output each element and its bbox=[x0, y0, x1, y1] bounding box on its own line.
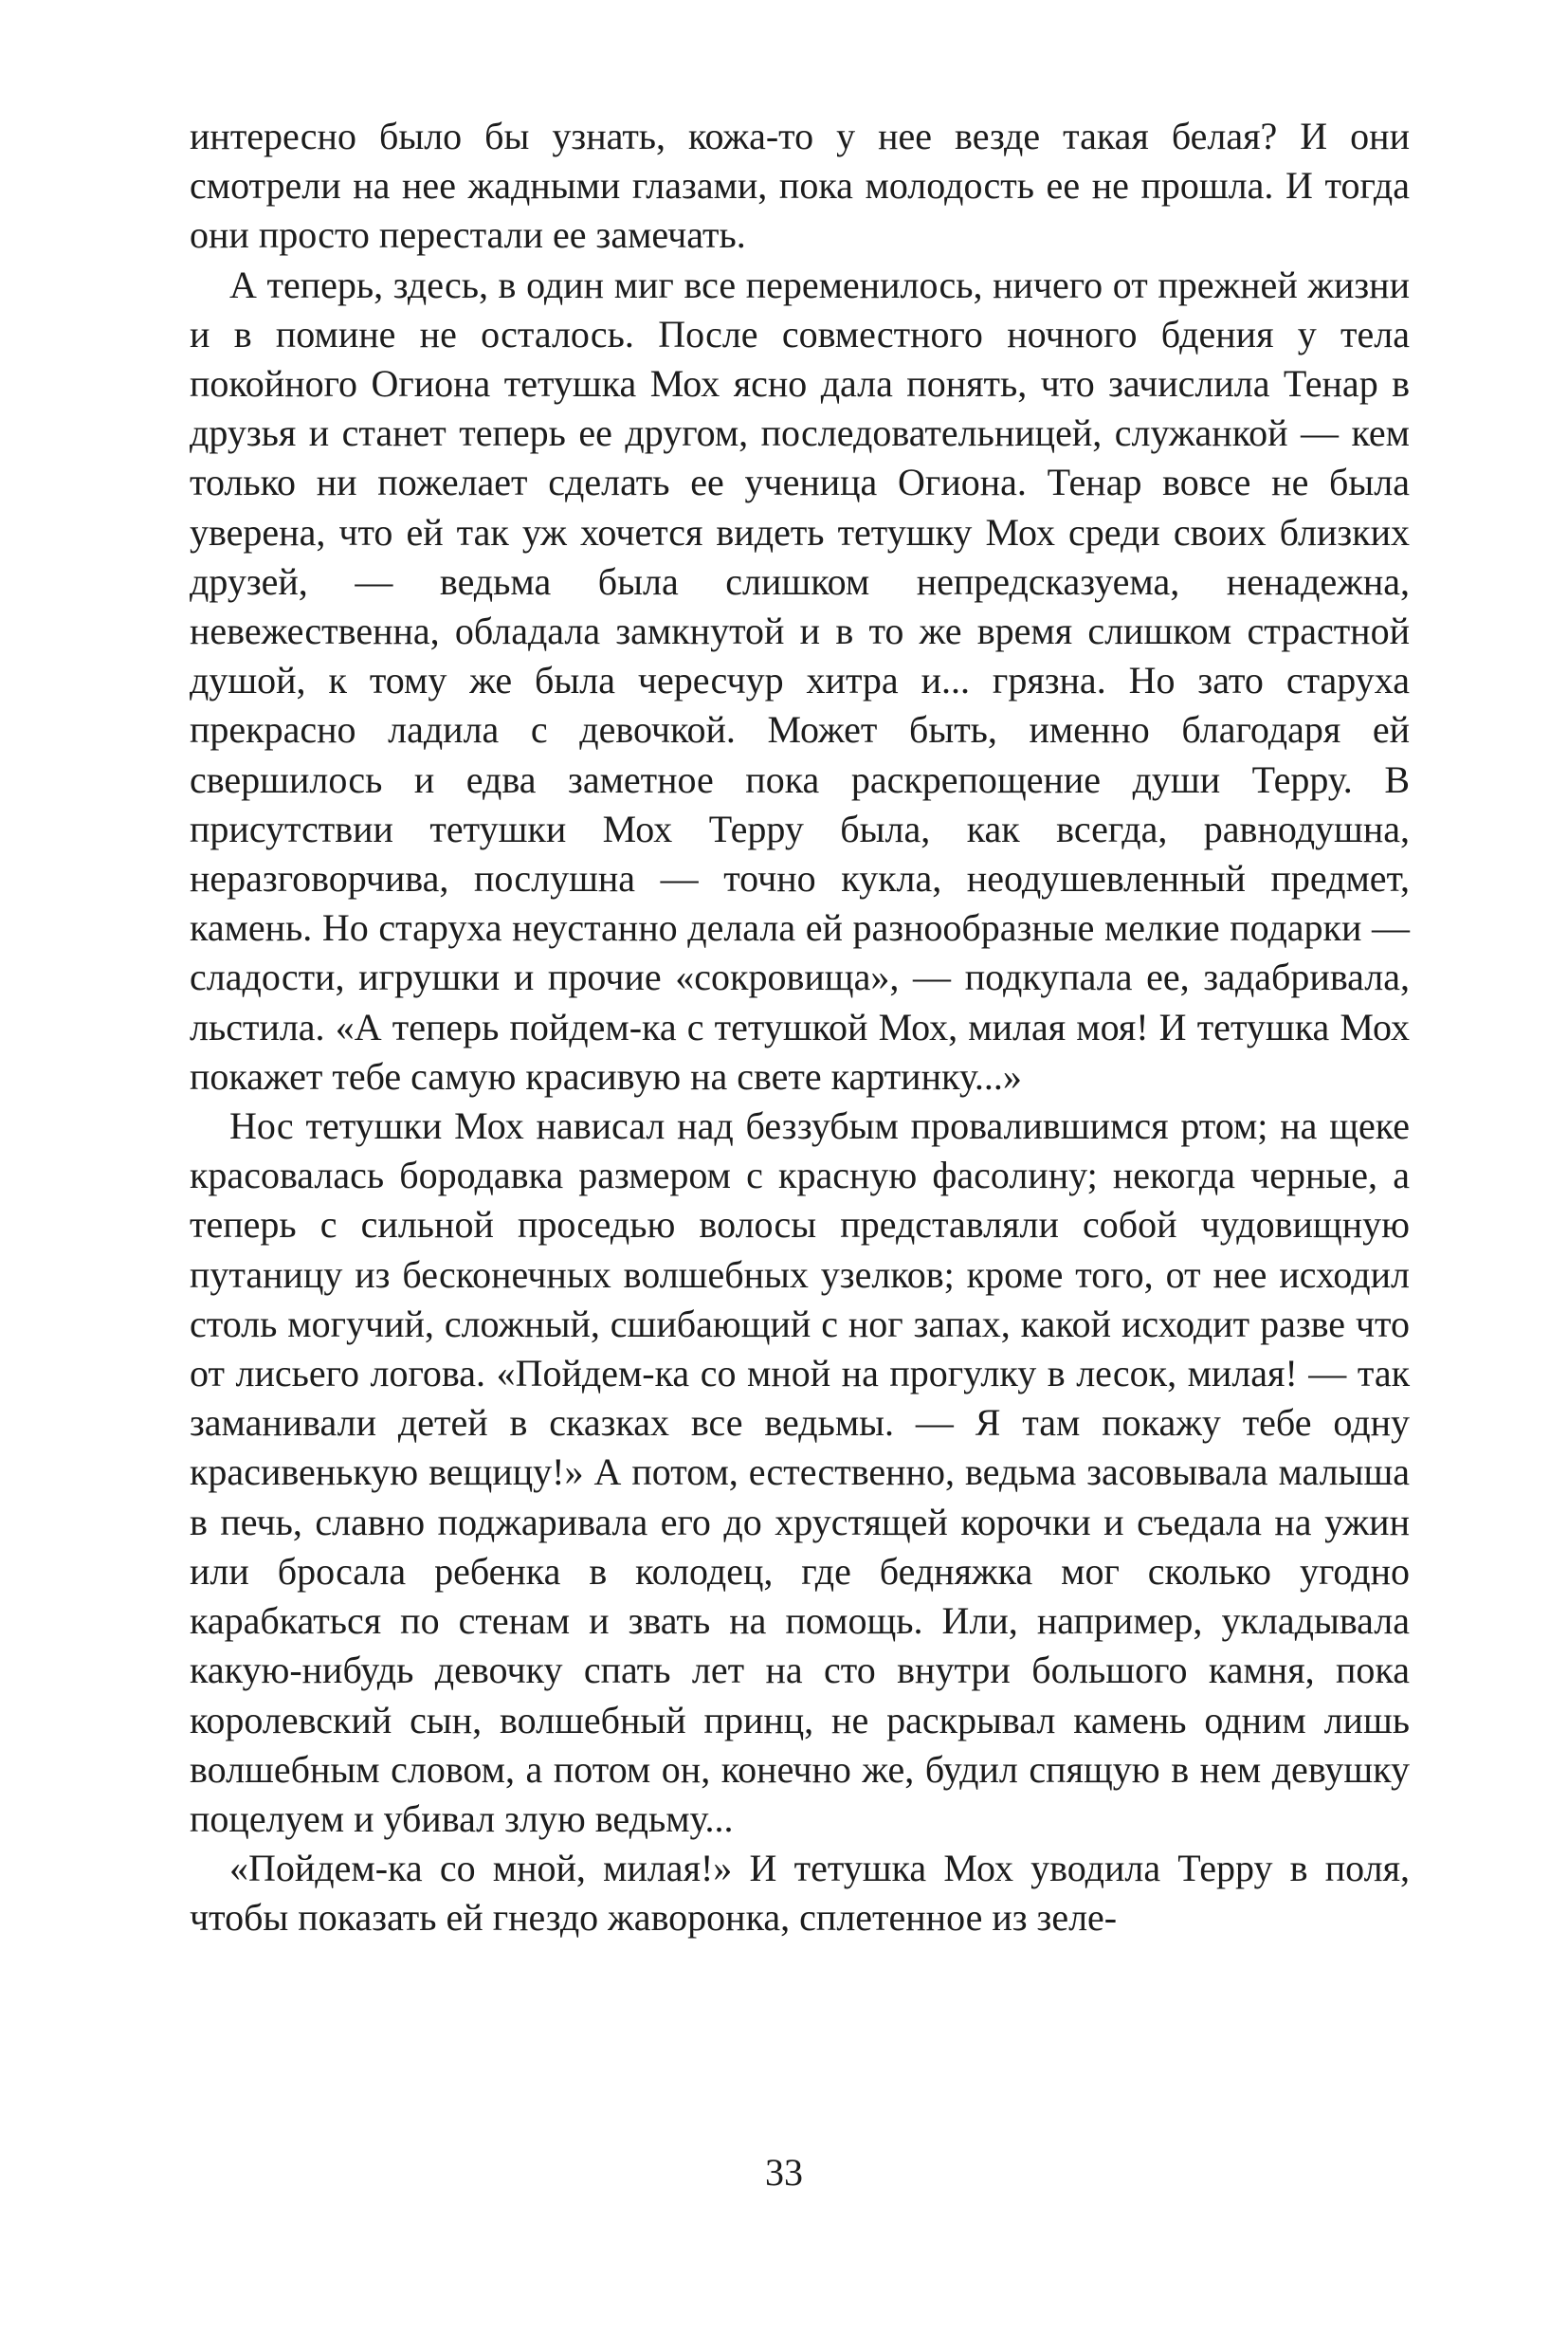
paragraph-1: интересно было бы узнать, кожа-то у нее везде такая белая? И они смотрели на нее жадными глазами, пока молодость ее не прошла. И тогда они просто перестали ее замечать. bbox=[190, 115, 1410, 257]
body-text bbox=[190, 112, 1410, 1943]
paragraph-4: «Пойдем-ка со мной, милая!» И тетушка Мох уводила Терру в поля, чтобы показать ей гнездо жаворонка, сплетенное из зеле- bbox=[190, 1847, 1410, 1940]
page-number: 33 bbox=[765, 2151, 803, 2194]
paragraph-3: Нос тетушки Мох нависал над беззубым провалившимся ртом; на щеке красовалась бородавка размером с красную фасолину; некогда черные, а теперь с сильной проседью волосы представляли собой чудовищную путаницу из бесконечных волшебных узелков; кроме того, от нее исходил столь могучий, сложный, сшибающий с ног запах, какой исходит разве что от лисьего логова. «Пойдем-ка со мной на прогулку в лесок, милая! — так заманивали детей в сказках все ведьмы. — Я там покажу тебе одну красивенькую вещицу!» А потом, естественно, ведьма засовывала малыша в печь, славно поджаривала его до хрустящей корочки и съедала на ужин или бросала ребенка в колодец, где бедняжка мог сколько угодно карабкаться по стенам и звать на помощь. Или, например, укладывала какую-нибудь девочку спать лет на сто внутри большого камня, пока королевский сын, волшебный принц, не раскрывал камень одним лишь волшебным словом, а потом он, конечно же, будил спящую в нем девушку поцелуем и убивал злую ведьму... bbox=[190, 1104, 1410, 1840]
paragraph-2: А теперь, здесь, в один миг все переменилось, ничего от прежней жизни и в помине не осталось. После совместного ночного бдения у тела покойного Огиона тетушка Мох ясно дала понять, что зачислила Тенар в друзья и станет теперь ее другом, последовательницей, служанкой — кем только ни пожелает сделать ее ученица Огиона. Тенар вовсе не была уверена, что ей так уж хочется видеть тетушку Мох среди своих близких друзей, — ведьма была слишком непредсказуема, ненадежна, невежественна, обладала замкнутой и в то же время слишком страстной душой, к тому же была чересчур хитра и... грязна. Но зато старуха прекрасно ладила с девочкой. Может быть, именно благодаря ей свершилось и едва заметное пока раскрепощение души Терру. В присутствии тетушки Мох Терру была, как всегда, равнодушна, неразговорчива, послушна — точно кукла, неодушевленный предмет, камень. Но старуха неустанно делала ей разнообразные мелкие подарки — сладости, игрушки и прочие «сокровища», — подкупала ее, задабривала, льстила. «А теперь пойдем-ка с тетушкой Мох, милая моя! И тетушка Мох покажет тебе самую красивую на свете картинку...» bbox=[190, 263, 1410, 1098]
